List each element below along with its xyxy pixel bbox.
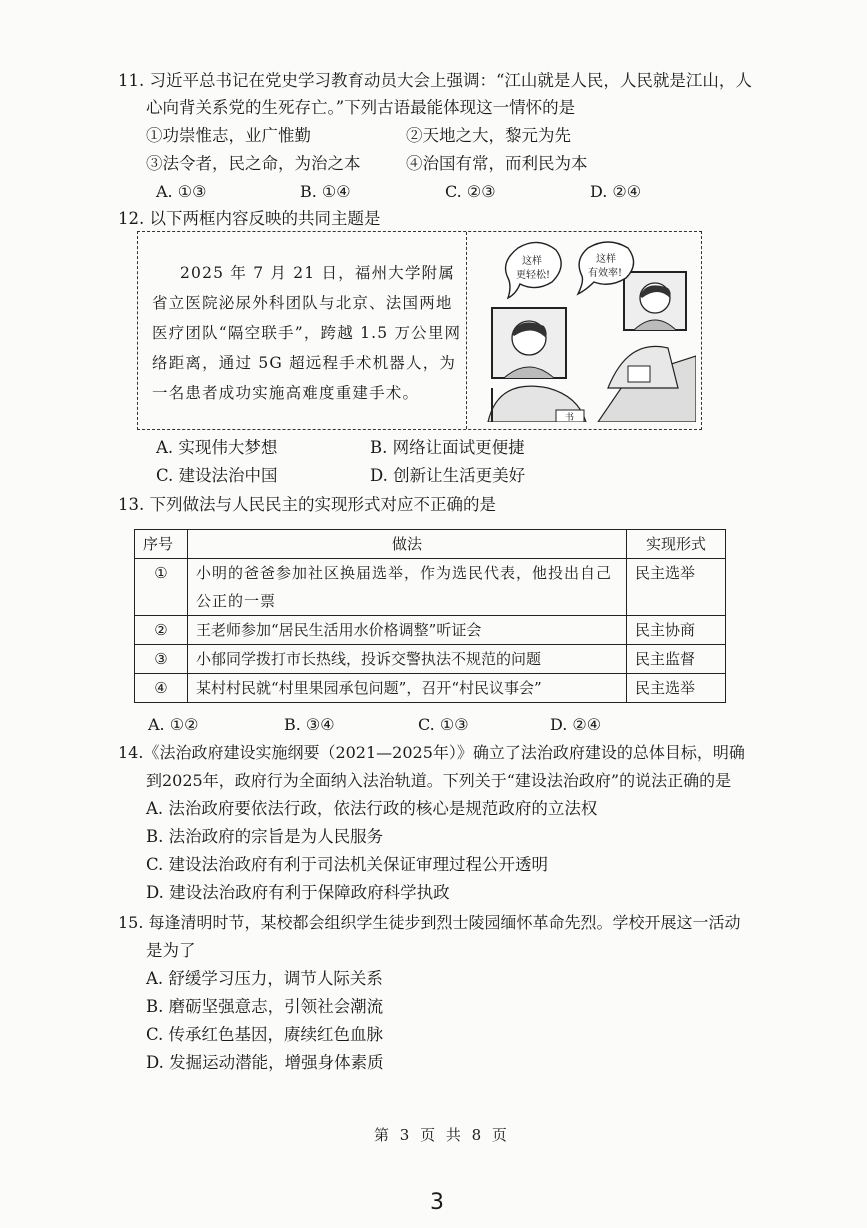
row-form: 民主监督 [627,645,726,674]
q11-statement-4: ④治国有常，而利民为本 [406,154,588,173]
paper-sheet [628,366,650,382]
header-form: 实现形式 [627,530,726,559]
q13-option-b: B. ③④ [284,715,335,734]
page-footer: 第 3 页 共 8 页 [374,1126,510,1144]
frame-divider [466,232,467,429]
bubble-left-line2: 更轻松! [516,270,551,281]
table-row [135,559,726,616]
q12-option-c: C. 建设法治中国 [156,466,278,485]
page-number: 3 [430,1190,444,1215]
q11-stem-line1: 11. 习近平总书记在党史学习教育动员大会上强调：“江山就是人民，人民就是江山，人 [118,71,752,90]
q14-option-b: B. 法治政府的宗旨是为人民服务 [146,827,384,846]
table-row [135,645,726,674]
row-form: 民主选举 [627,559,726,616]
row-practice: 小郁同学拨打市长热线，投诉交警执法不规范的问题 [188,645,627,674]
row-no: ④ [135,674,188,703]
bubble-right-line1: 这样 [596,254,616,265]
table-header-row [135,530,726,559]
q11-statement-1: ①功崇惟志，业广惟勤 [146,126,311,145]
q11-option-b: B. ①④ [300,182,351,201]
comic-book-label: 书 [565,413,575,422]
q15-stem-line1: 15. 每逢清明时节，某校都会组织学生徒步到烈士陵园缅怀革命先烈。学校开展这一活动 [118,913,741,932]
q12-option-b: B. 网络让面试更便捷 [370,438,525,457]
q15-stem-line2: 是为了 [146,941,196,960]
q14-stem-line2: 到2025年，政府行为全面纳入法治轨道。下列关于“建设法治政府”的说法正确的是 [146,771,732,790]
q12-news-text: 2025 年 7 月 21 日，福州大学附属省立医院泌尿外科团队与北京、法国两地医疗团队“隔空联手”，跨越 1.5 万公里网络距离，通过 5G 超远程手术机器人，为一名患者成功实施高难度重建手术。 [152,264,462,402]
row-practice: 某村村民就“村里果园承包问题”，召开“村民议事会” [188,674,627,703]
row-practice: 王老师参加“居民生活用水价格调整”听证会 [188,616,627,645]
q14-option-a: A. 法治政府要依法行政，依法行政的核心是规范政府的立法权 [146,799,598,818]
table-row [135,674,726,703]
q13-stem: 13. 下列做法与人民民主的实现形式对应不正确的是 [118,495,496,514]
q15-option-c: C. 传承红色基因，赓续红色血脉 [146,1025,384,1044]
q11-statement-3: ③法令者，民之命，为治之本 [146,154,361,173]
row-no: ③ [135,645,188,674]
row-no: ① [135,559,188,616]
q11-stem-line2: 心向背关系党的生死存亡。”下列古语最能体现这一情怀的是 [146,98,576,117]
table-row [135,616,726,645]
q12-comic-illustration [478,238,696,422]
q12-material-frame [137,231,702,430]
q13-option-a: A. ①② [148,715,199,734]
q11-statement-2: ②天地之大，黎元为先 [406,126,571,145]
q12-option-a: A. 实现伟大梦想 [156,438,278,457]
row-form: 民主选举 [627,674,726,703]
q11-option-d: D. ②④ [590,182,642,201]
row-practice: 小明的爸爸参加社区换届选举，作为选民代表，他投出自己公正的一票 [188,559,627,616]
q13-option-c: C. ①③ [418,715,469,734]
header-no: 序号 [135,530,188,559]
q11-option-c: C. ②③ [445,182,496,201]
q12-stem: 12. 以下两框内容反映的共同主题是 [118,209,381,228]
row-form: 民主协商 [627,616,726,645]
bubble-right-line2: 有效率! [588,268,623,279]
q13-option-d: D. ②④ [550,715,602,734]
header-practice: 做法 [188,530,627,559]
bubble-left-line1: 这样 [522,256,542,267]
q14-option-d: D. 建设法治政府有利于保障政府科学执政 [146,883,450,902]
q15-option-b: B. 磨砺坚强意志，引领社会潮流 [146,997,384,1016]
q11-option-a: A. ①③ [156,182,207,201]
q13-table [134,529,726,703]
q14-option-c: C. 建设法治政府有利于司法机关保证审理过程公开透明 [146,855,549,874]
q15-option-a: A. 舒缓学习压力，调节人际关系 [146,969,383,988]
q15-option-d: D. 发掘运动潜能，增强身体素质 [146,1053,384,1072]
q14-stem-line1: 14.《法治政府建设实施纲要（2021—2025年）》确立了法治政府建设的总体目标，明确 [118,743,745,762]
q12-option-d: D. 创新让生活更美好 [370,466,526,485]
row-no: ② [135,616,188,645]
